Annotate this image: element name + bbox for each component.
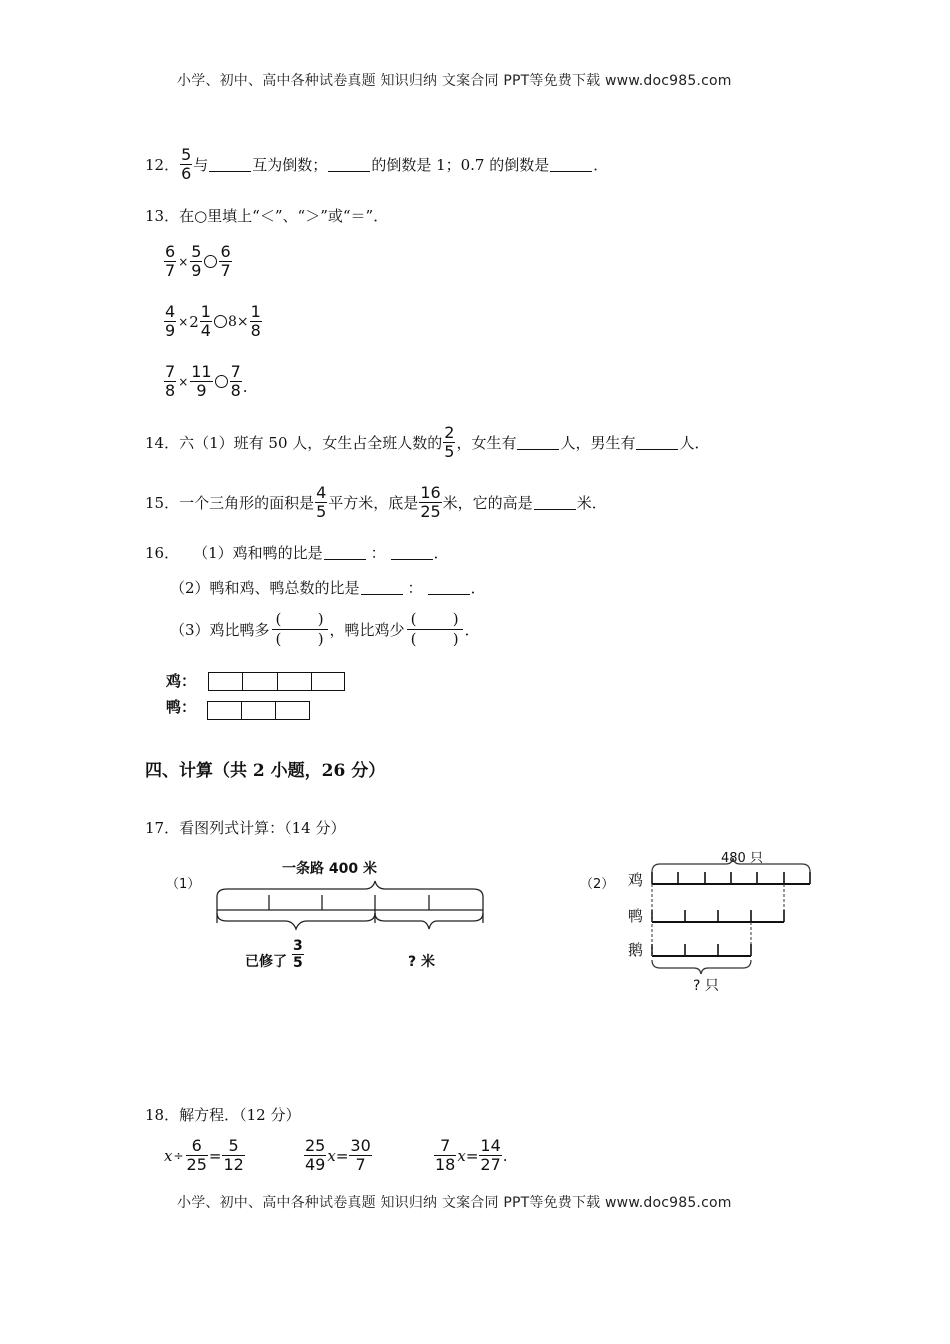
- answer-blank[interactable]: [391, 545, 433, 560]
- question-18: 18． 解方程．（12 分）: [145, 1106, 301, 1124]
- figure-1-tag: （1）: [166, 877, 201, 892]
- remaining-label: ? 米: [408, 954, 435, 970]
- poultry-diagram: [640, 850, 820, 980]
- duck-label: 鸭：: [166, 698, 197, 716]
- answer-blank[interactable]: [324, 545, 366, 560]
- question-15: 15． 一个三角形的面积是 $\frac{4}{5}$ 平方米，底是 $\frac{16}{25}$ 米，它的高是 米．: [145, 483, 607, 521]
- question-17: 17． 看图列式计算：（14 分）: [145, 819, 346, 837]
- answer-blank[interactable]: [361, 580, 403, 595]
- question-16-part-1: 16． （1）鸡和鸭的比是 ： ．: [145, 544, 449, 562]
- answer-blank[interactable]: [209, 157, 251, 172]
- question-14: 14． 六（1）班有 50 人，女生占全班人数的 $\frac{2}{5}$ ，女生有 人，男生有 人．: [145, 423, 710, 461]
- unknown-total-label: ? 只: [693, 978, 719, 994]
- compare-item-2: $\frac{4}{9}$ × 2 $\frac{1}{4}$ 8× $\frac{1}{8}$: [165, 302, 261, 340]
- compare-circle[interactable]: [204, 255, 217, 268]
- row-label-goose: 鹅: [628, 941, 644, 959]
- question-number: 13．: [145, 207, 180, 225]
- chicken-label: 鸡：: [166, 672, 197, 690]
- row-label-duck: 鸭: [628, 907, 644, 925]
- compare-circle[interactable]: [215, 375, 228, 388]
- equation-1: x ÷ $\frac{6}{25}$ = $\frac{5}{12}$: [164, 1136, 244, 1174]
- question-13: [145, 205, 388, 226]
- road-diagram: [205, 875, 495, 955]
- fraction: $\frac{5}{6}$: [181, 145, 192, 183]
- answer-blank[interactable]: [517, 435, 559, 450]
- equation-2: $\frac{25}{49}$ x = $\frac{30}{7}$: [305, 1136, 371, 1174]
- done-label: 已修了: [245, 954, 287, 970]
- answer-blank[interactable]: [550, 157, 592, 172]
- question-16-part-3: （3）鸡比鸭多 ( ) ( ) ，鸭比鸡少 ( ) ( ) ．: [170, 610, 480, 648]
- compare-item-1: $\frac{6}{7}$ × $\frac{5}{9}$ $\frac{6}{7}$: [165, 242, 231, 280]
- figure-1-total-label: 一条路 400 米: [282, 861, 377, 877]
- answer-blank[interactable]: [534, 495, 576, 510]
- question-text: 在○里填上“＜”、“＞”或“＝”．: [179, 207, 389, 225]
- blank-fraction[interactable]: ( ) ( ): [407, 610, 463, 649]
- question-12: 12． $\frac{5}{6}$ 与 互为倒数； 的倒数是 1；0.7 的倒数是 ．: [145, 145, 609, 183]
- figure-2-tag: （2）: [580, 877, 615, 892]
- question-number: 12．: [145, 156, 180, 174]
- compare-item-3: $\frac{7}{8}$ × $\frac{11}{9}$ $\frac{7}{8}$ .: [165, 362, 248, 400]
- answer-blank[interactable]: [328, 157, 370, 172]
- answer-blank[interactable]: [636, 435, 678, 450]
- blank-fraction[interactable]: ( ) ( ): [272, 610, 328, 649]
- row-label-chicken: 鸡: [628, 871, 644, 889]
- total-label: 480 只: [721, 851, 763, 866]
- header-banner: 小学、初中、高中各种试卷真题 知识归纳 文案合同 PPT等免费下载 www.doc985.com: [177, 73, 732, 89]
- equation-3: $\frac{7}{18}$ x = $\frac{14}{27}$ .: [435, 1136, 508, 1174]
- footer-banner: 小学、初中、高中各种试卷真题 知识归纳 文案合同 PPT等免费下载 www.doc985.com: [177, 1195, 732, 1211]
- compare-circle[interactable]: [214, 315, 227, 328]
- answer-blank[interactable]: [428, 580, 470, 595]
- question-16-part-2: （2）鸭和鸡、鸭总数的比是 ： ．: [170, 579, 486, 597]
- section-title: 四、计算（共 2 小题，26 分）: [145, 761, 386, 781]
- done-fraction: 3 5: [293, 938, 303, 971]
